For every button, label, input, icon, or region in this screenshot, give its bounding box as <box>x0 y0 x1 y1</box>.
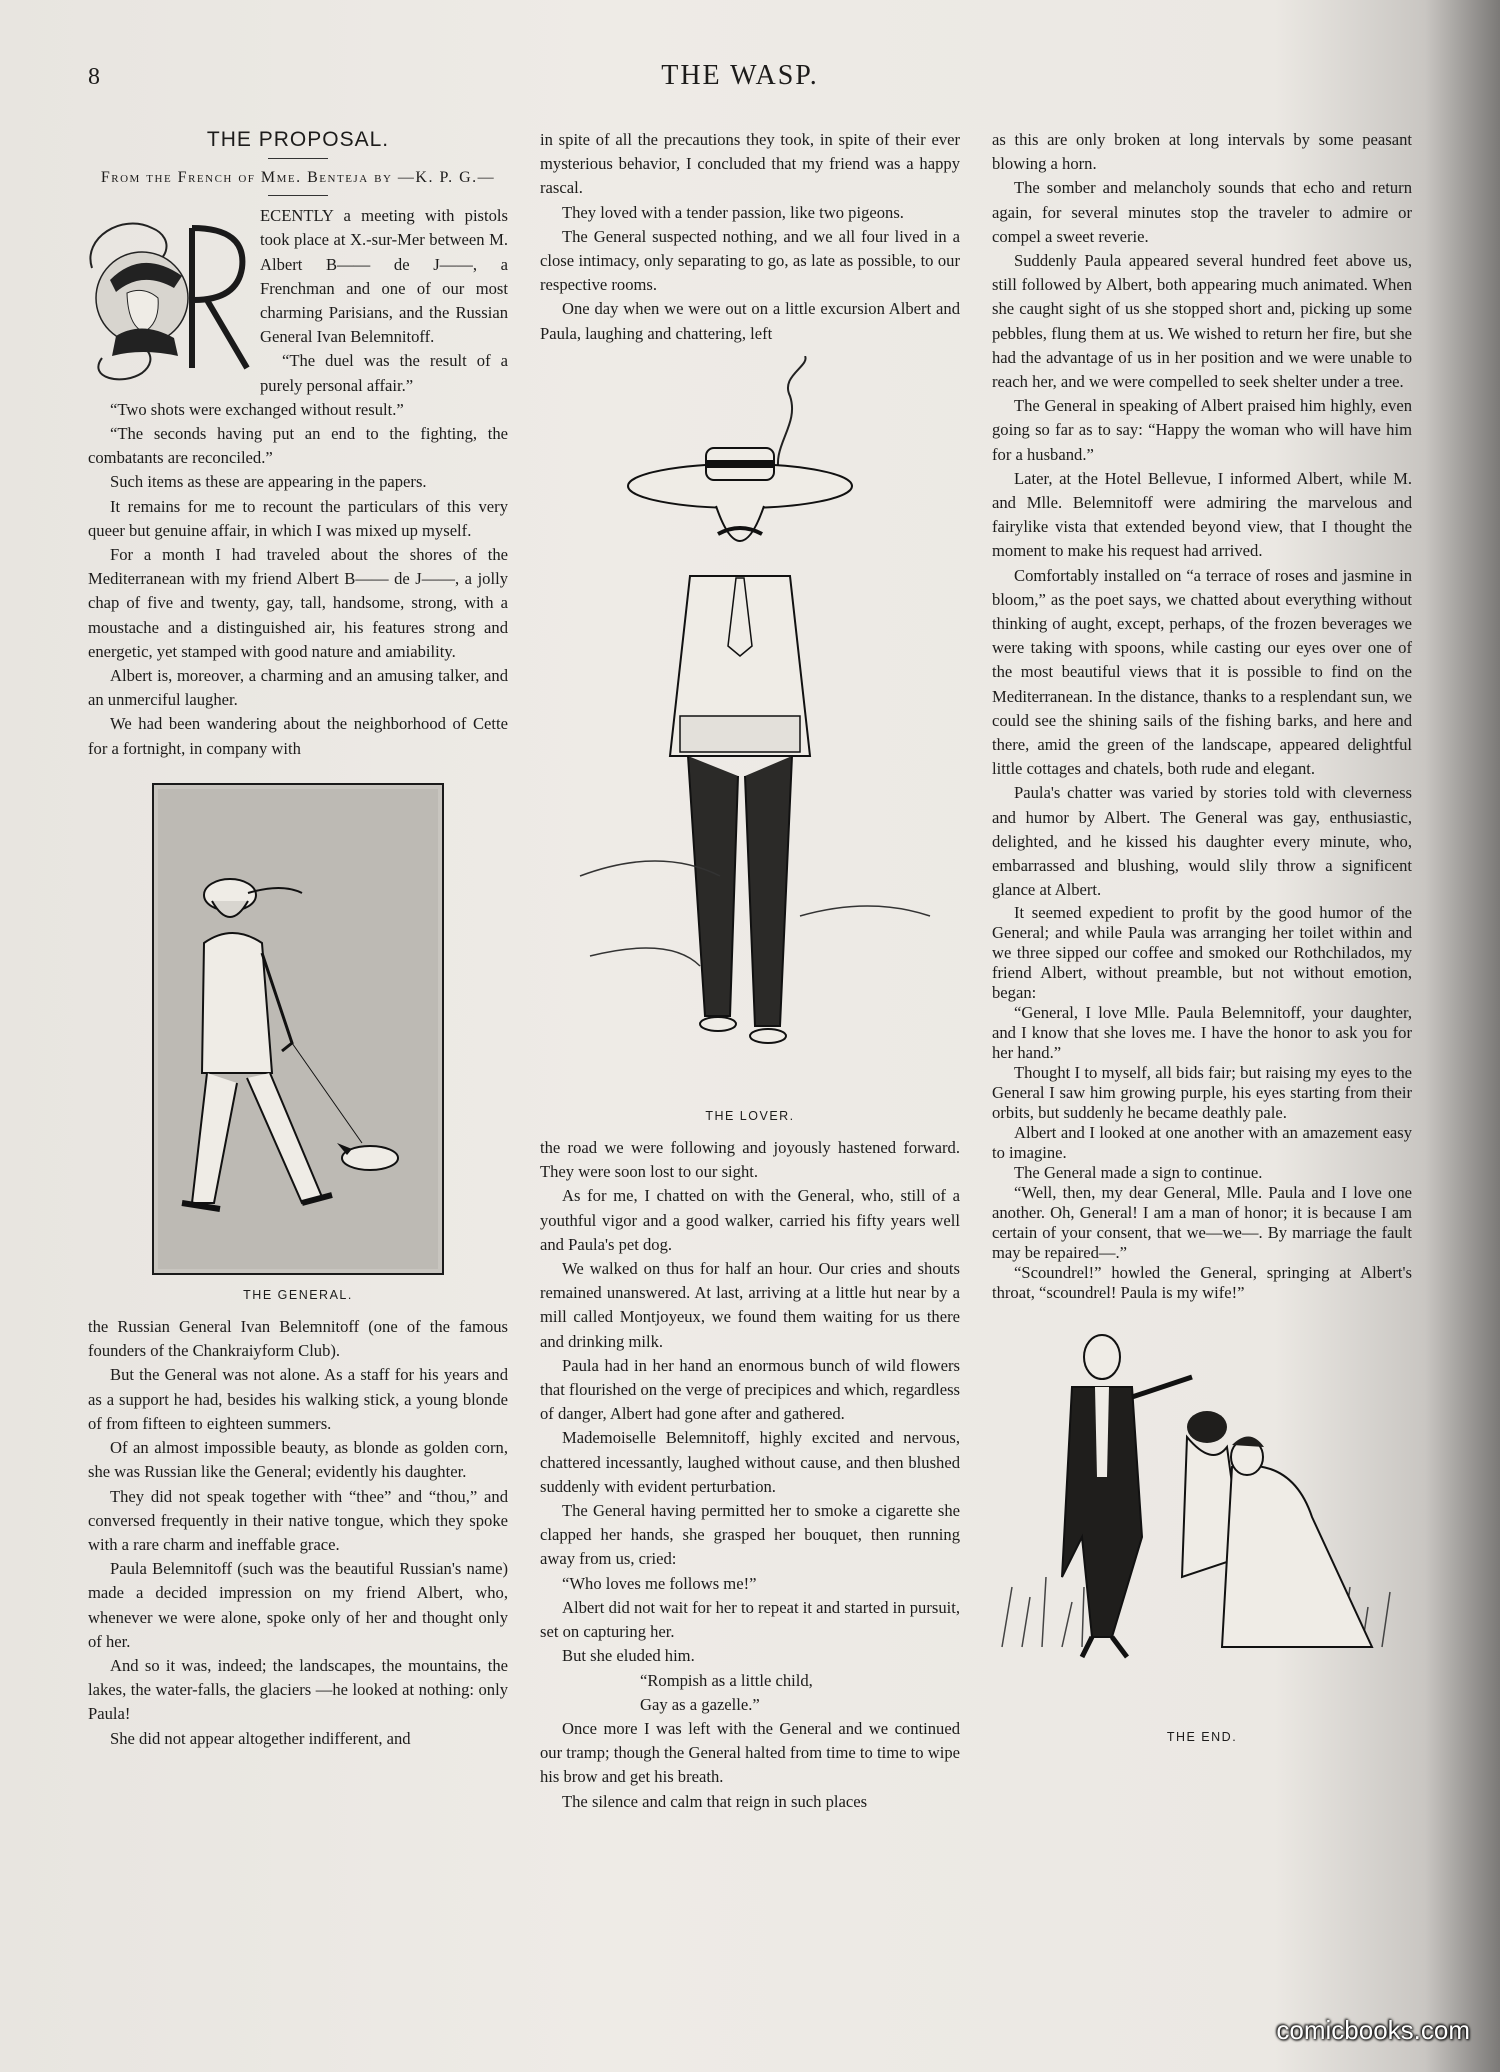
article-byline: From the French of Mme. Benteja by —K. P. G.— <box>100 169 496 187</box>
watermark: comicbooks.com <box>1276 2015 1470 2045</box>
paragraph: It remains for me to recount the particulars of this very queer but genuine affair, in which I was mixed up myself. <box>88 496 508 540</box>
lover-figure <box>540 356 960 1128</box>
paragraph: They loved with a tender passion, like two pigeons. <box>562 202 904 222</box>
article-title: THE PROPOSAL. <box>206 128 390 151</box>
paragraph: The General suspected nothing, and we all four lived in a close intimacy, only separating to go, as late as possible, to our respective rooms. <box>540 226 960 295</box>
paragraph: Such items as these are appearing in the papers. <box>110 472 427 492</box>
paragraph: We had been wandering about the neighborhood of Cette for a fortnight, in company with <box>88 714 508 758</box>
paragraph: But the General was not alone. As a staff for his years and as a support he had, besides his walking stick, a young blonde of from fifteen to eighteen summers. <box>88 1365 508 1433</box>
title-rule <box>268 158 328 159</box>
column-1 <box>88 128 508 1751</box>
paragraph: As for me, I chatted on with the General, who, still of a youthful vigor and a good walker, carried his fifty years well and Paula's pet dog. <box>540 1186 960 1254</box>
masthead-title: THE WASP. <box>661 60 819 91</box>
end-figure <box>992 1317 1412 1749</box>
general-figure <box>88 783 508 1307</box>
verse-line: Gay as a gazelle.” <box>640 1694 760 1714</box>
paragraph: “The duel was the result of a purely personal affair.” <box>260 351 508 395</box>
paragraph: She did not appear altogether indifferent, and <box>110 1728 411 1748</box>
paragraph: And so it was, indeed; the landscapes, the mountains, the lakes, the water-falls, the glaciers —he looked at nothing: only Paula! <box>88 1655 508 1724</box>
paragraph: We walked on thus for half an hour. Our cries and shouts remained unanswered. At last, arriving at a little hut near by a mill called Montjoyeux, we found them waiting for us there and drinking milk. <box>540 1259 960 1351</box>
paragraph: Of an almost impossible beauty, as blonde as golden corn, she was Russian like the General; evidently his daughter. <box>88 1438 508 1482</box>
paragraph: For a month I had traveled about the shores of the Mediterranean with my friend Albert B—— de J——, a jolly chap of five and twenty, gay, tall, handsome, strong, with a moustache and a distinguished air, his features strong and energetic, yet stamped with good nature and amiability. <box>88 545 508 661</box>
verse-line: “Rompish as a little child, <box>640 1670 813 1690</box>
paragraph: Paula had in her hand an enormous bunch of wild flowers that flourished on the verge of precipices and which, regardless of danger, Albert had gone after and gathered. <box>540 1355 960 1424</box>
column-2 <box>540 128 960 1814</box>
paragraph: in spite of all the precautions they took, in spite of their ever mysterious behavior, I concluded that my friend was a happy rascal. <box>540 130 960 198</box>
paragraph: “Who loves me follows me!” <box>562 1573 757 1593</box>
lover-illustration-icon <box>540 356 960 1096</box>
paragraph: Once more I was left with the General and we continued our tramp; though the General halted from time to time to wipe his brow and get his breath. <box>540 1718 960 1787</box>
paragraph: Thought I to myself, all bids fair; but raising my eyes to the General I saw him growing purple, his eyes starting from their orbits, but suddenly he became deathly pale. <box>992 1062 1412 1122</box>
paragraph: It seemed expedient to profit by the good humor of the General; and while Paula was arranging her toilet within and we three sipped our coffee and smoked our Rothchilados, my friend Albert, without preamble, but not without emotion, began: <box>992 902 1412 1002</box>
paragraph: “Well, then, my dear General, Mlle. Paula and I love one another. Oh, General! I am a man of honor; it is because I am certain of your consent, that we—we—. By marriage the fault may be repaired—.” <box>992 1182 1412 1262</box>
paragraph: The General having permitted her to smoke a cigarette she clapped her hands, she grasped her bouquet, then running away from us, cried: <box>540 1501 960 1569</box>
paragraph: Albert and I looked at one another with an amazement easy to imagine. <box>992 1122 1412 1162</box>
paragraph: The General in speaking of Albert praised him highly, even going so far as to say: “Happy the woman who will have him for a husband.” <box>992 396 1412 464</box>
paragraph: One day when we were out on a little excursion Albert and Paula, laughing and chattering, left <box>540 299 960 343</box>
paragraph: Paula's chatter was varied by stories told with cleverness and humor by Albert. The General was gay, enthusiastic, delighted, and he kissed his daughter every minute, who, embarrassed and blushing, would slily throw a significent glance at Albert. <box>992 783 1412 900</box>
paragraph: Albert did not wait for her to repeat it and started in pursuit, set on capturing her. <box>540 1597 960 1642</box>
caption-end: THE END. <box>1166 1729 1238 1744</box>
page-number: 8 <box>88 64 100 90</box>
caption-lover: THE LOVER. <box>705 1108 795 1123</box>
paragraph: Mademoiselle Belemnitoff, highly excited and nervous, chattered incessantly, laughed without cause, and then blushed suddenly with evident perturbation. <box>540 1428 960 1496</box>
paragraph: the road we were following and joyously hastened forward. They were soon lost to our sight. <box>540 1138 960 1182</box>
paragraph: They did not speak together with “thee” and “thou,” and conversed frequently in their native tongue, which they spoke with a rare charm and ineffable grace. <box>88 1486 508 1554</box>
paragraph: The somber and melancholy sounds that echo and return again, for several minutes stop the traveler to admire or compel a sweet reverie. <box>992 178 1412 246</box>
paragraph: ECENTLY a meeting with pistols took place at X.-sur-Mer between M. Albert B—— de J——, a Frenchman and one of our most charming Parisians, and the Russian General Ivan Belemnitoff. <box>260 206 508 347</box>
paragraph: The General made a sign to continue. <box>1014 1162 1263 1182</box>
paragraph: Comfortably installed on “a terrace of roses and jasmine in bloom,” as the poet says, we chatted about everything without thinking of aught, except, perhaps, of the frozen beverages we were taking with spoons, while casting our eyes over one of the most beautiful views that it is possible to find on the Mediterranean. In the distance, thanks to a resplendant sun, we could see the shining sails of the fishing barks, and here and there, amid the green of the landscape, appeared delightful little cottages and chatels, both rude and elegant. <box>992 565 1412 779</box>
paragraph: Later, at the Hotel Bellevue, I informed Albert, while M. and Mlle. Belemnitoff were admiring the marvelous and fairylike vista that extended beyond view, that I thought the moment to make his request had arrived. <box>992 468 1412 561</box>
paragraph: “General, I love Mlle. Paula Belemnitoff, your daughter, and I know that she loves me. I have the honor to ask you for her hand.” <box>992 1002 1412 1062</box>
paragraph: But she eluded him. <box>562 1646 695 1666</box>
paragraph: the Russian General Ivan Belemnitoff (one of the famous founders of the Chankraiyform Club). <box>88 1317 508 1361</box>
dropcap-r-portrait-icon <box>82 208 252 388</box>
end-illustration-icon <box>992 1317 1412 1717</box>
paragraph: The silence and calm that reign in such places <box>562 1791 868 1811</box>
paragraph: Suddenly Paula appeared several hundred feet above us, still followed by Albert, both appearing much animated. When she caught sight of us she stopped short and, picking up some pebbles, flung them at us. We wished to return her fire, but she had the advantage of us in her position and we were unable to reach her, and we were compelled to seek shelter under a tree. <box>992 251 1412 392</box>
paragraph: Paula Belemnitoff (such was the beautiful Russian's name) made a decided impression on my friend Albert, who, whenever we were alone, spoke only of her and thought only of her. <box>88 1559 508 1651</box>
general-illustration-icon <box>152 783 444 1275</box>
paragraph: “Two shots were exchanged without result.” <box>110 399 404 419</box>
paragraph: “The seconds having put an end to the fighting, the combatants are reconciled.” <box>88 424 508 468</box>
page-header <box>0 60 1480 100</box>
byline-rule <box>268 195 328 196</box>
column-3 <box>992 128 1412 1757</box>
paragraph: as this are only broken at long intervals by some peasant blowing a horn. <box>992 130 1412 174</box>
paragraph: Albert is, moreover, a charming and an amusing talker, and an unmerciful laugher. <box>88 666 508 710</box>
paragraph: “Scoundrel!” howled the General, springing at Albert's throat, “scoundrel! Paula is my wife!” <box>992 1262 1412 1302</box>
caption-general: THE GENERAL. <box>243 1287 353 1302</box>
